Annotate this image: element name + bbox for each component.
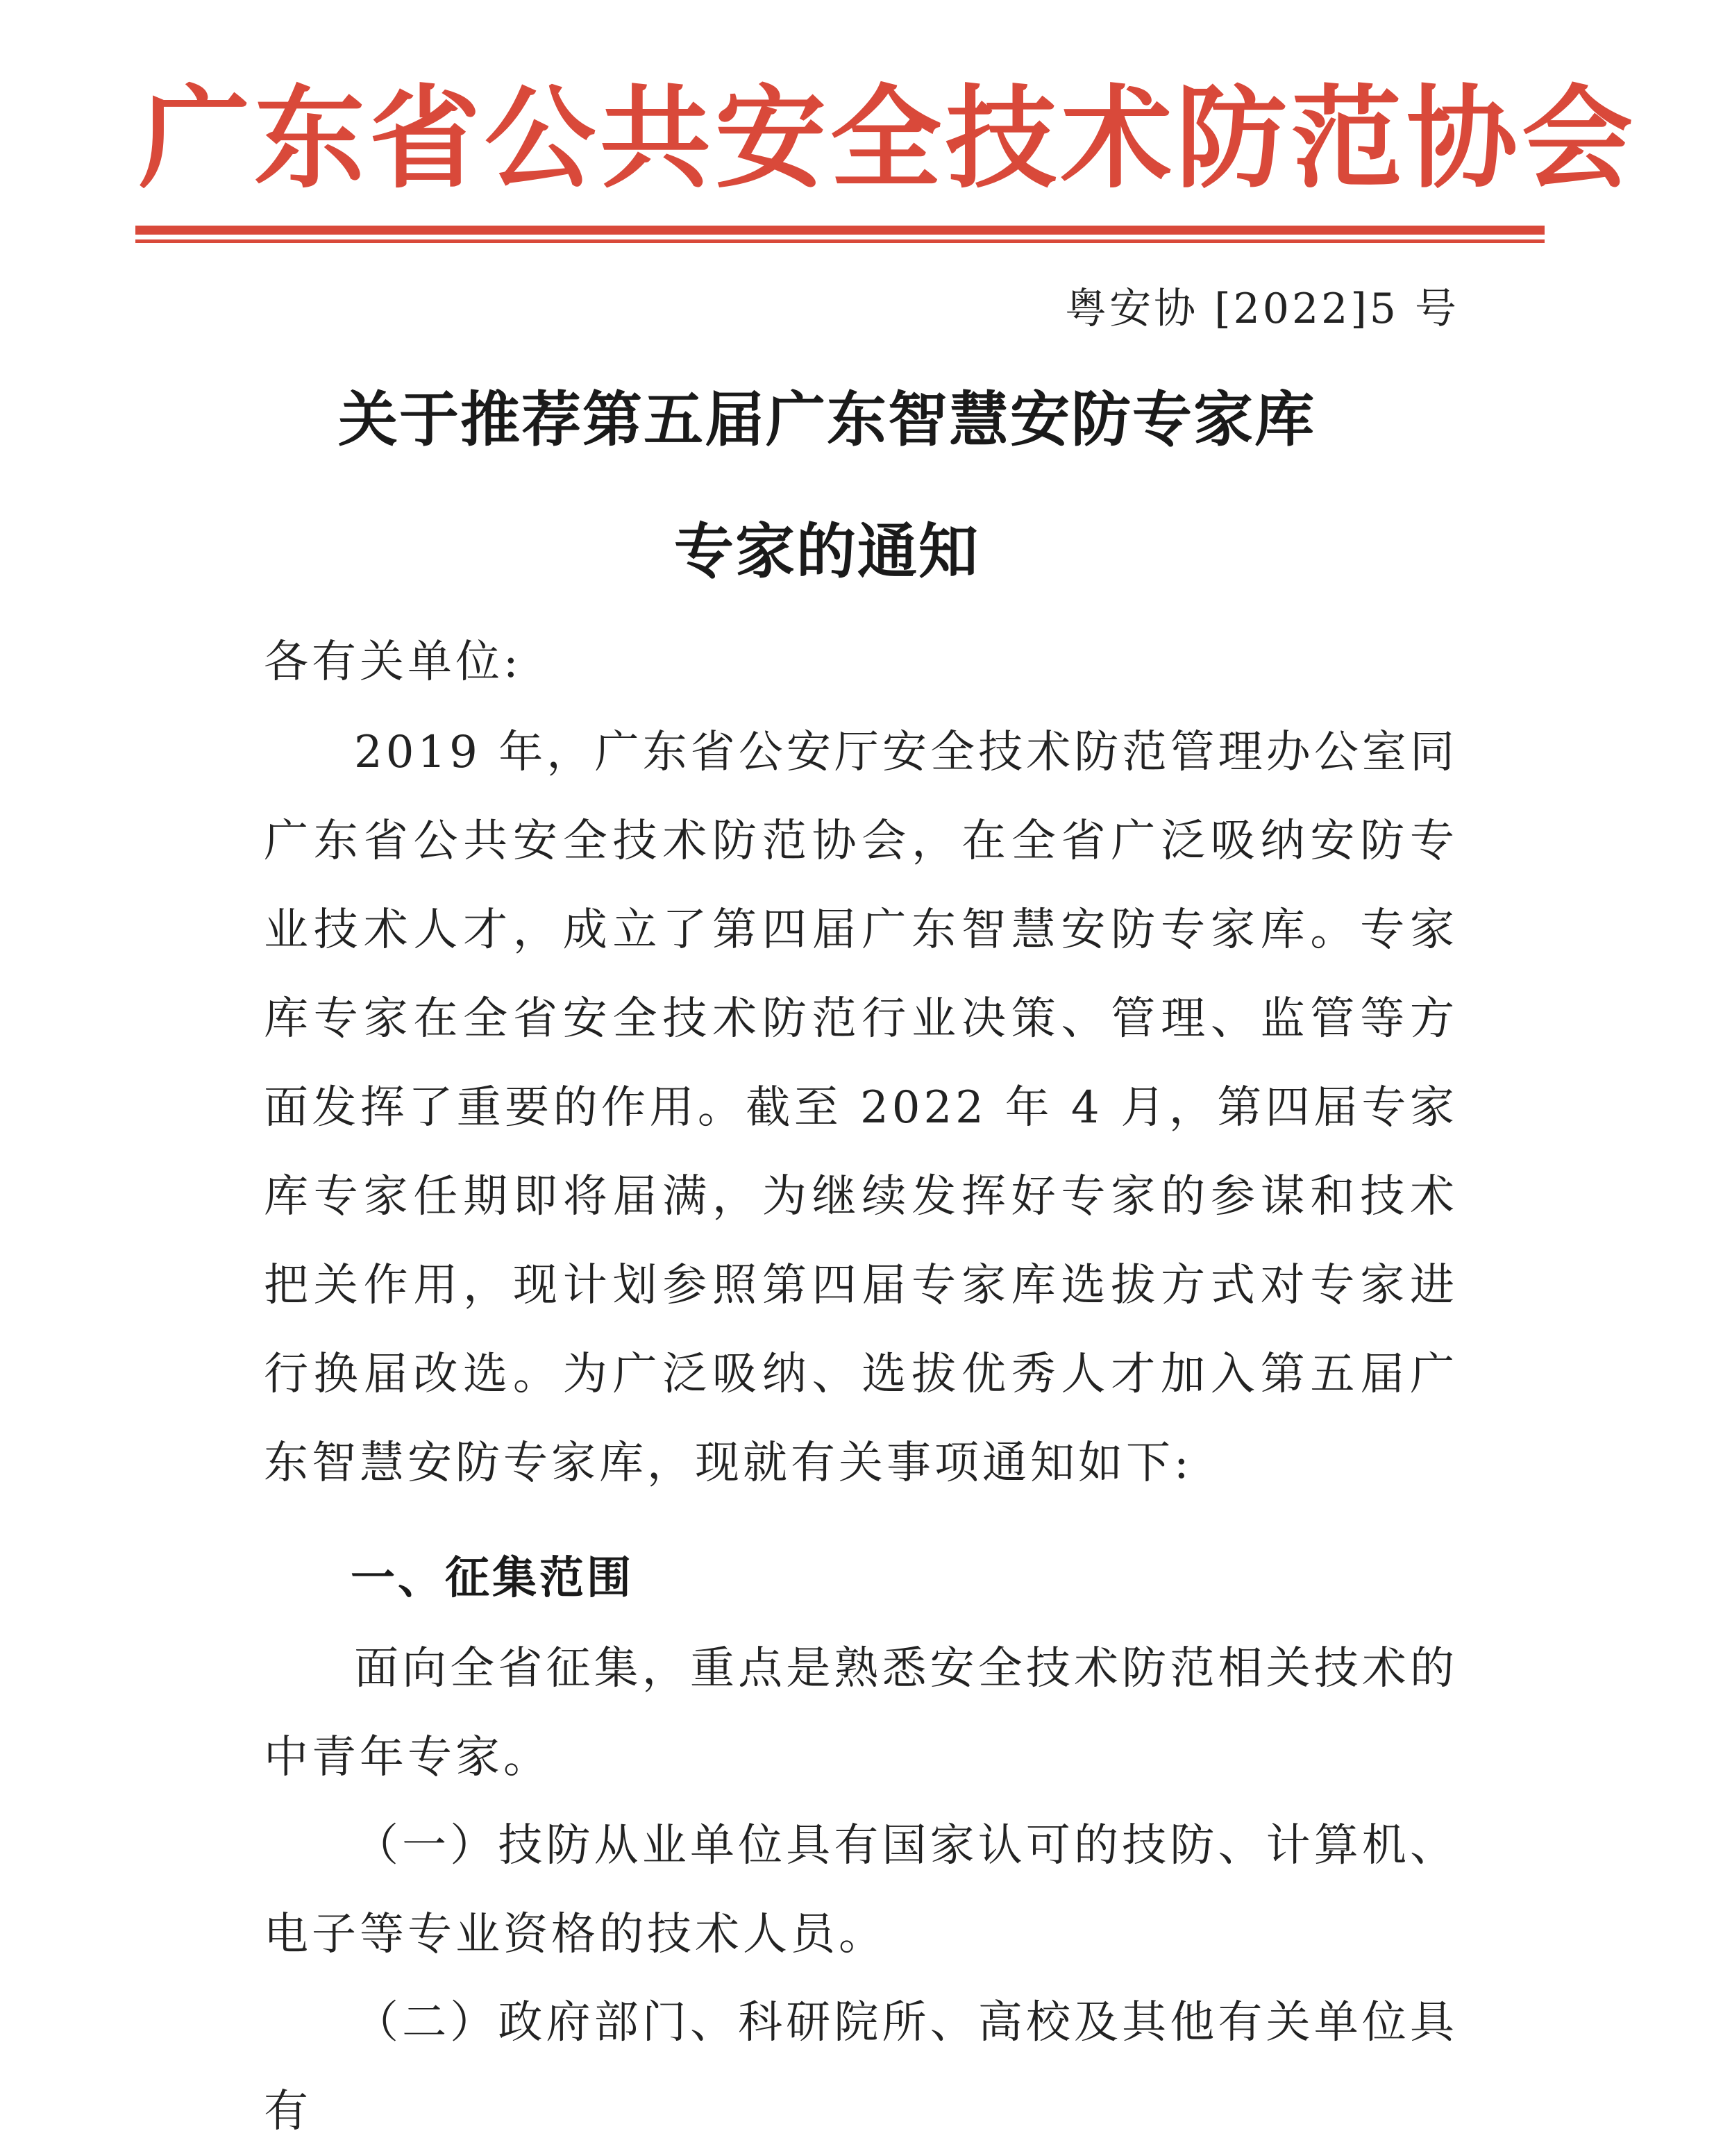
document-number: 粤安协 [2022]5 号 [1065, 285, 1459, 333]
letterhead-rule-thin [135, 239, 1545, 243]
list-item-2: （二）政府部门、科研院所、高校及其他有关单位具有 [264, 1997, 1458, 2137]
document-title-line1: 关于推荐第五届广东智慧安防专家库 [338, 385, 1316, 455]
salutation: 各有关单位: [264, 637, 522, 688]
paragraph-scope: 面向全省征集，重点是熟悉安全技术防范相关技术的中青年专家。 [264, 1643, 1458, 1783]
document-title-line2: 专家的通知 [674, 517, 980, 587]
organization-name: 广东省公共安全技术防范协会 [139, 74, 1638, 203]
paragraph-introduction: 2019 年，广东省公安厅安全技术防范管理办公室同广东省公共安全技术防范协会，在全省广泛吸纳安防专业技术人才，成立了第四届广东智慧安防专家库。专家库专家在全省安全技术防范行业决策、管理、监管等方面发挥了重要的作用。截至 2022 年 4 月，第四届专家库专家任期即将届满，为继续发挥好专家的参谋和技术把关作用，现计划参照第四届专家库选拔方式对专家进行换届改选。为广泛吸纳、选拔优秀人才加入第五届广东智慧安防专家库，现就有关事项通知如下: [264, 727, 1458, 1489]
section-heading-scope: 一、征集范围 [351, 1553, 634, 1604]
list-item-1: （一）技防从业单位具有国家认可的技防、计算机、电子等专业资格的技术人员。 [264, 1820, 1458, 1960]
letterhead-rule-thick [135, 226, 1545, 235]
